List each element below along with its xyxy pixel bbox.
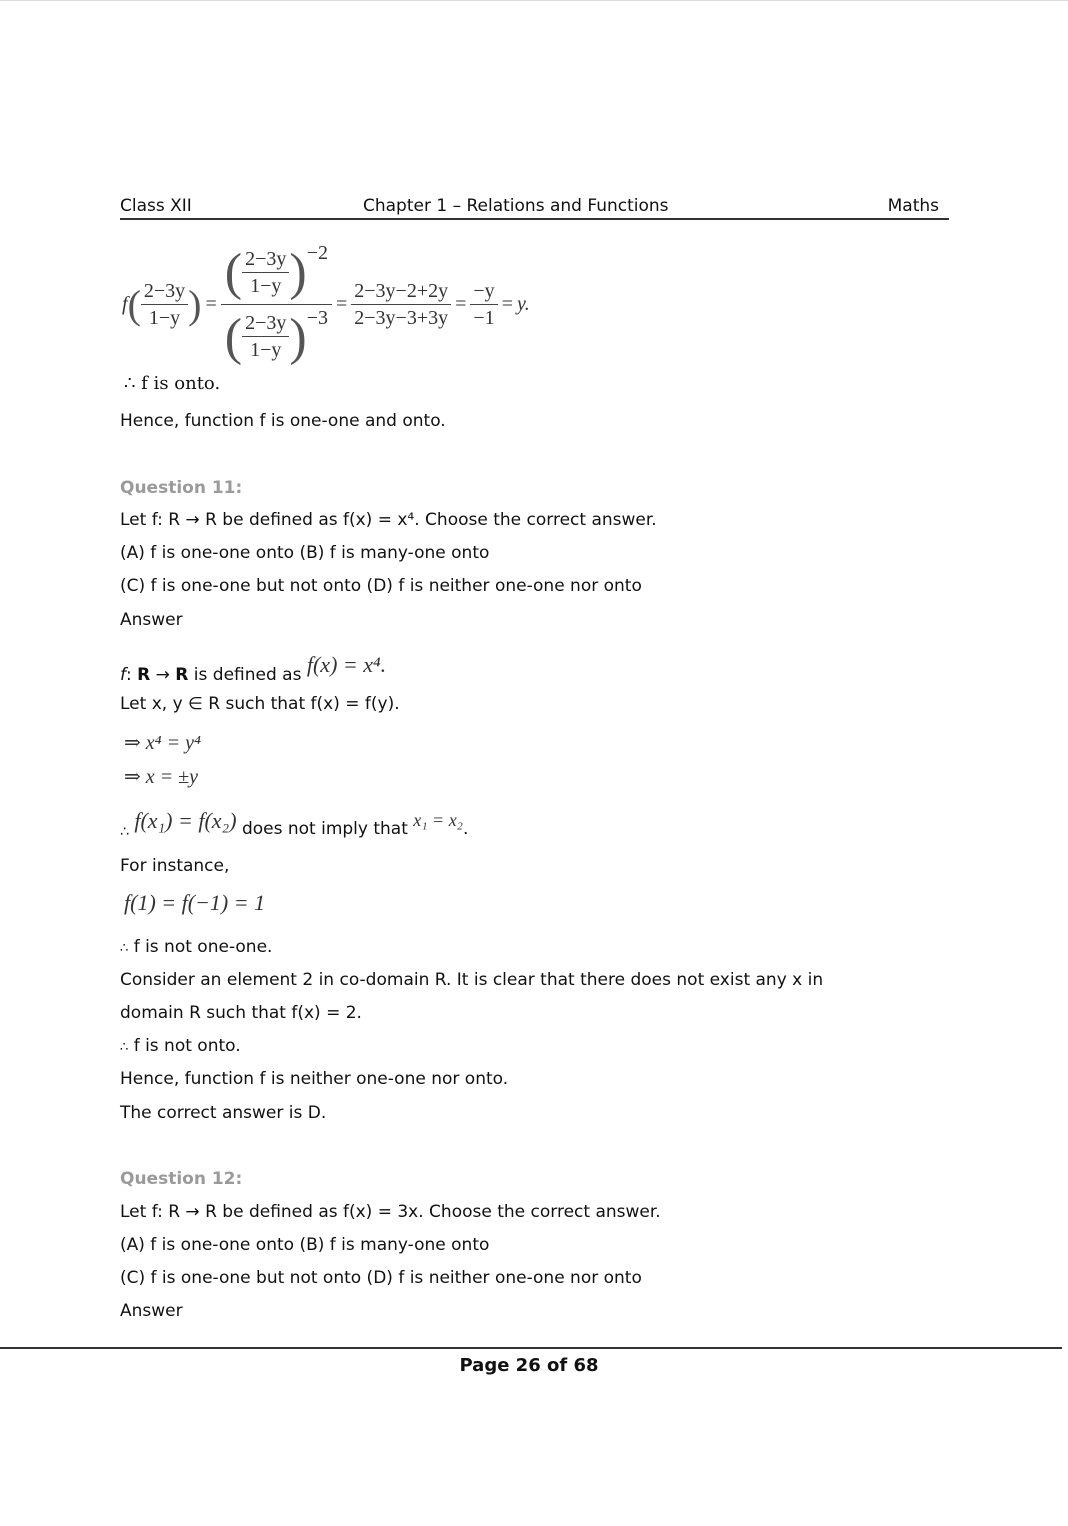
question-12-heading: Question 12:: [120, 1169, 243, 1189]
q11-conclusion: Hence, function f is neither one-one nor onto.: [120, 1069, 509, 1089]
q11-consider-line2: domain R such that f(x) = 2.: [120, 1003, 362, 1023]
q11-correct-answer: The correct answer is D.: [120, 1103, 327, 1123]
inner-denominator-bottom: 1−y: [250, 339, 282, 362]
q11-example: f(1) = f(−1) = 1: [124, 890, 266, 915]
q11-step1: ⇒ x⁴ = y⁴: [124, 732, 201, 754]
denominator-tail: −3: [306, 306, 328, 329]
lhs-arg-denominator: 1−y: [148, 306, 181, 329]
equation-result: y.: [516, 292, 530, 315]
inner-numerator-top: 2−3y: [242, 246, 289, 273]
inner-numerator-bottom: 1−y: [250, 274, 282, 297]
definition-formula: f(x) = x⁴.: [306, 652, 387, 677]
step3-denominator: −1: [473, 306, 495, 329]
onto-therefore: ∴ f is onto.: [124, 373, 221, 394]
not-onto-text: f is not onto.: [133, 1036, 241, 1056]
header-subject: Maths: [887, 196, 939, 216]
implication-text: does not imply that: [241, 819, 408, 839]
not-one-one-text: f is not one-one.: [133, 937, 273, 957]
header-chapter: Chapter 1 – Relations and Functions: [363, 196, 669, 216]
q11-consider-line1: Consider an element 2 in co-domain R. It is clear that there does not exist any x in: [120, 970, 824, 990]
page-header: [120, 194, 949, 220]
numerator-tail: −2: [306, 241, 328, 264]
question-12-options-cd: (C) f is one-one but not onto (D) f is neither one-one nor onto: [120, 1268, 642, 1288]
question-11-answer-label: Answer: [120, 610, 183, 630]
implication-left: f(x₁) = f(x₂): [134, 808, 237, 833]
question-12-statement: Let f: R → R be defined as f(x) = 3x. Choose the correct answer.: [120, 1202, 661, 1222]
question-11-options-ab: (A) f is one-one onto (B) f is many-one onto: [120, 543, 490, 563]
inner-denominator-top: 2−3y: [242, 310, 289, 337]
implication-right: x₁ = x₂: [413, 810, 463, 830]
q11-solution-line2: Let x, y ∈ R such that f(x) = f(y).: [120, 694, 400, 714]
header-class: Class XII: [120, 196, 192, 216]
q11-for-instance: For instance,: [120, 856, 230, 876]
compound-fraction: ( $\frac{2-3y}{1-y}$ )−2 ( $\frac{2-3y}{1-y}$ )−3: [221, 242, 332, 367]
question-11-options-cd: (C) f is one-one but not onto (D) f is neither one-one nor onto: [120, 576, 642, 596]
question-12-answer-label: Answer: [120, 1301, 183, 1321]
q11-solution-line1: f: R → R is defined as f(x) = x⁴.: [120, 652, 387, 685]
q11-not-onto: ∴ f is not onto.: [120, 1036, 241, 1056]
page-top-border: [0, 0, 1068, 1]
question-11-statement: Let f: R → R be defined as f(x) = x⁴. Choose the correct answer.: [120, 510, 657, 530]
defined-as-text: is defined as: [193, 665, 302, 685]
step2-denominator: 2−3y−3+3y: [354, 306, 449, 329]
q11-not-one-one: ∴ f is not one-one.: [120, 937, 273, 957]
prev-conclusion: Hence, function f is one-one and onto.: [120, 411, 446, 431]
page-number: Page 26 of 68: [459, 1355, 599, 1376]
question-12-options-ab: (A) f is one-one onto (B) f is many-one onto: [120, 1235, 490, 1255]
onto-proof-equation: f ( $\frac{2-3y}{1-y}$ ) = ( $\frac{2-3y}{1-y}$ )−2 ( $\frac{2-3y}{1-y}$ )−3 = $\frac{2-3y-2+2y}{2-3y-3+3y}$ = $\frac{-y}{-1}$ = y.: [122, 241, 530, 366]
q11-implication: $_\therefore$ f(x₁) = f(x₂) does not imply that x₁ = x₂.: [120, 808, 469, 840]
question-11-heading: Question 11:: [120, 478, 243, 498]
step3-numerator: −y: [470, 278, 497, 305]
lhs-arg-numerator: 2−3y: [141, 278, 188, 305]
step2-numerator: 2−3y−2+2y: [351, 278, 451, 305]
q11-step2: ⇒ x = ±y: [124, 766, 198, 788]
footer-divider: [0, 1347, 1062, 1349]
